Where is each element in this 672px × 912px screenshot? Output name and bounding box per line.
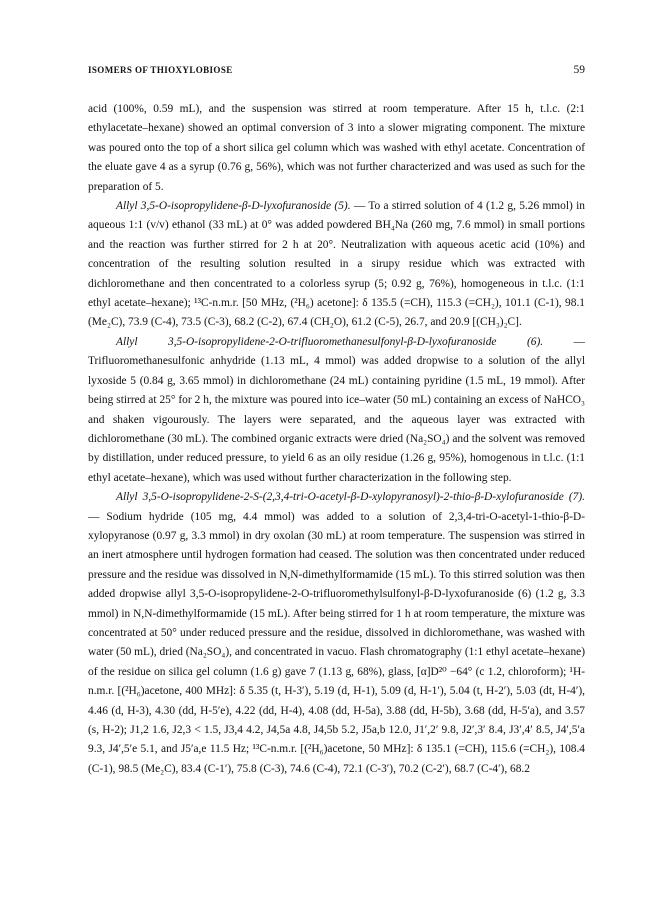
paragraph-text: — Trifluoromethanesulfonic anhydride (1.13 mL, 4 mmol) was added dropwise to a solution of the allyl lyxoside 5 (0.84 g, 3.65 mmol) in dichloromethane (24 mL) containing pyridine (1.5 mL, 19 mmol). After being stirred at 25° for 2 h, the mixture was poured into ice–water (50 mL) containing an excess of NaHCO₃ and shaken vigourously. The layers were separated, and the aqueous layer was extracted with dichloromethane (30 mL). The combined organic extracts were dried (Na₂SO₄) and the solvent was removed by distillation, under reduced pressure, to yield 6 as an oily residue (1.26 g, 95%), homogenous in t.l.c. (1:1 ethyl acetate–hexane), which was used without further characterization in the following step. <box>88 335 585 484</box>
running-head <box>88 64 585 86</box>
compound-heading: Allyl 3,5-O-isopropylidene-β-D-lyxofuranoside (5). <box>116 200 351 213</box>
paragraph-text: — To a stirred solution of 4 (1.2 g, 5.26 mmol) in aqueous 1:1 (v/v) ethanol (33 mL) at 0° was added powdered BH₄Na (260 mg, 7.6 mmol) in small portions and the reaction was further stirred for 2 h at 20°. Neutralization with aqueous acetic acid (10%) and concentration of the resulting solution resulted in a sirupy residue which was extracted with dichloromethane and then concentrated to a colorless syrup (5; 0.92 g, 76%), homogeneous in t.l.c. (1:1 ethyl acetate–hexane); ¹³C-n.m.r. [50 MHz, (²H₆) acetone]: δ 135.5 (=CH), 115.3 (=CH₂), 101.1 (C-1), 98.1 (Me₂C), 73.9 (C-4), 73.5 (C-3), 68.2 (C-2), 67.4 (CH₂O), 61.2 (C-5), 26.7, and 20.9 [(CH₃)₂C]. <box>88 200 585 329</box>
paragraph-text: acid (100%, 0.59 mL), and the suspension was stirred at room temperature. After 15 h, t.l.c. (2:1 ethylacetate–hexane) showed an optimal conversion of 3 into a slower migrating component. The mixture was poured onto the top of a short silica gel column which was washed with ethyl acetate. Concentration of the eluate gave 4 as a syrup (0.76 g, 56%), which was not further characterized and was used as such for the preparation of 5. <box>88 103 585 193</box>
running-head-title: ISOMERS OF THIOXYLOBIOSE <box>88 65 233 75</box>
paragraph-continuation <box>88 100 585 197</box>
paragraph-compound-6 <box>88 333 585 488</box>
paragraph-compound-5 <box>88 197 585 333</box>
paragraph-text: — Sodium hydride (105 mg, 4.4 mmol) was added to a solution of 2,3,4-tri-O-acetyl-1-thio-β-D-xylopyranose (0.97 g, 3.3 mmol) in dry oxolan (30 mL) at room temperature. The suspension was stirred in an inert atmosphere until hydrogen formation had ceased. The solution was then concentrated under reduced pressure and the residue was dissolved in N,N-dimethylformamide (15 mL). To this stirred solution was then added dropwise allyl 3,5-O-isopropylidene-2-O-trifluoromethylsulfonyl-β-D-lyxofuranoside (6) (1.2 g, 3.3 mmol) in N,N-dimethylformamide (15 mL). After being stirred for 1 h at room temperature, the mixture was concentrated at 50° under reduced pressure and the residue, dissolved in dichloromethane, was washed with water (50 mL), dried (Na₂SO₄), and concentrated in vacuo. Flash chromatography (1:1 ethyl acetate–hexane) of the residue on silica gel column (1.6 g) gave 7 (1.13 g, 68%), glass, [α]D²⁰ −64° (c 1.2, chloroform); ¹H-n.m.r. [(²H₆)acetone, 400 MHz]: δ 5.35 (t, H-3′), 5.19 (d, H-1), 5.09 (d, H-1′), 5.04 (t, H-2′), 5.03 (dt, H-4′), 4.46 (d, H-3), 4.30 (dd, H-5′e), 4.22 (dd, H-4), 4.08 (dd, H-5a), 3.88 (dd, H-5b), 3.68 (dd, H-5′a), and 3.57 (s, H-2); J1,2 1.6, J2,3 < 1.5, J3,4 4.2, J4,5a 4.8, J4,5b 5.2, J5a,b 12.0, J1′,2′ 9.8, J2′,3′ 8.4, J3′,4′ 8.5, J4′,5′a 9.3, J4′,5′e 5.1, and J5′a,e 11.5 Hz; ¹³C-n.m.r. [(²H₆)acetone, 50 MHz]: δ 135.1 (=CH), 115.6 (=CH₂), 108.4 (C-1), 98.5 (Me₂C), 83.4 (C-1′), 75.8 (C-3), 74.6 (C-4), 72.1 (C-3′), 70.2 (C-2′), 68.7 (C-4′), 68.2 <box>88 510 585 775</box>
paragraph-compound-7 <box>88 488 585 779</box>
compound-heading: Allyl 3,5-O-isopropylidene-2-O-trifluoromethanesulfonyl-β-D-lyxofuranoside (6). <box>116 335 544 348</box>
page-number: 59 <box>573 64 585 76</box>
body-text <box>88 100 585 779</box>
compound-heading: Allyl 3,5-O-isopropylidene-2-S-(2,3,4-tri-O-acetyl-β-D-xylopyranosyl)-2-thio-β-D-xylofuranoside (7). <box>116 491 585 504</box>
